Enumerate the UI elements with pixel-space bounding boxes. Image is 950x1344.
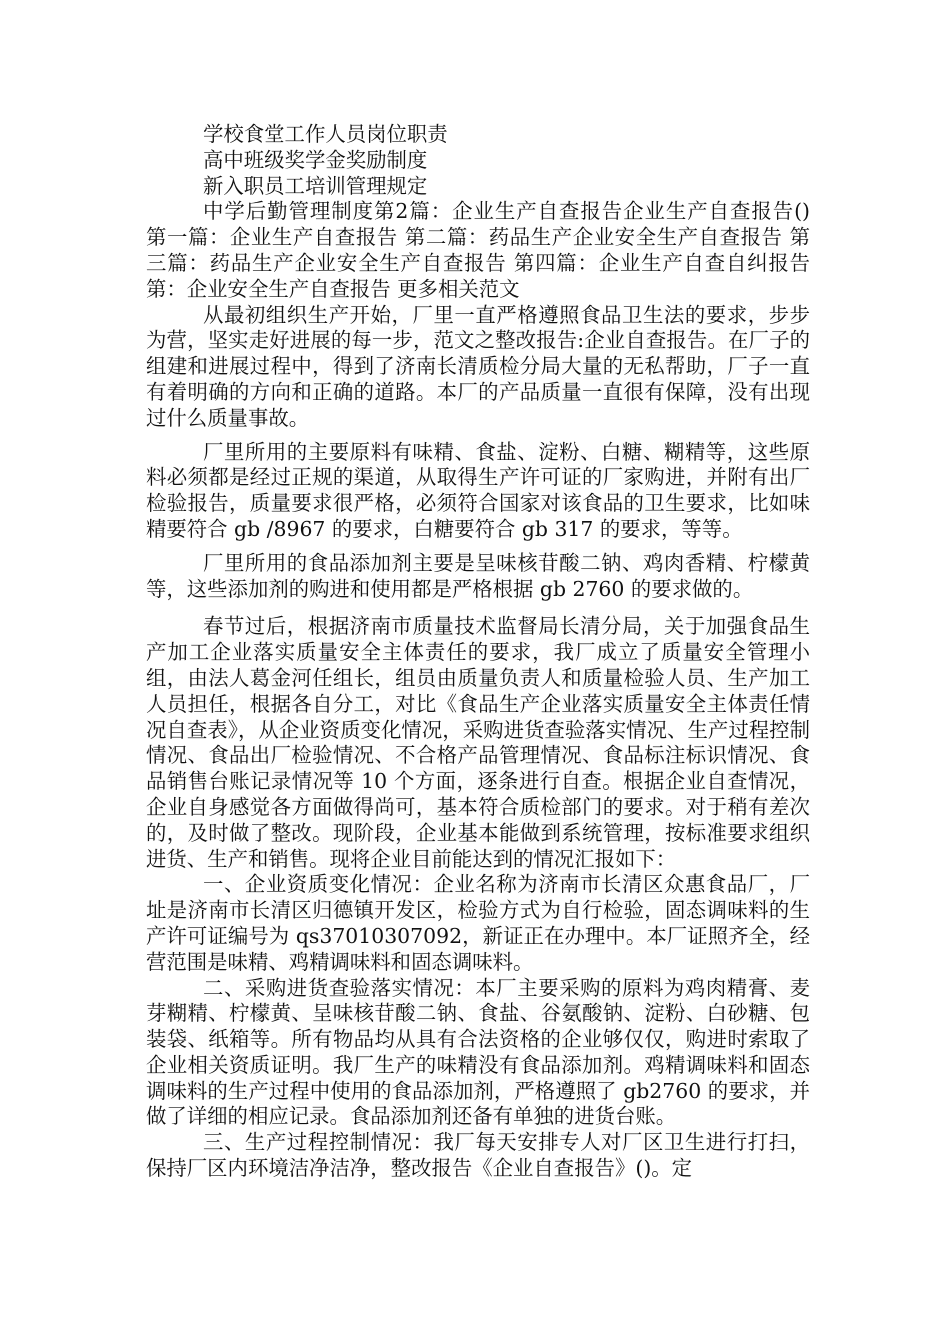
- title-line-2: 高中班级奖学金奖励制度: [203, 147, 428, 172]
- paragraph-raw-materials: 厂里所用的主要原料有味精、食盐、淀粉、白糖、糊精等，这些原料必须都是经过正规的渠道，从取得生产许可证的厂家购进，并附有出厂检验报告，质量要求很严格，必须符合国家对该食品的卫生要求，比如味精要符合 gb /8967 的要求，白糖要符合 gb 317 的要求，等等。: [146, 439, 810, 541]
- paragraph-production-history: 从最初组织生产开始，厂里一直严格遵照食品卫生法的要求，步步为营，坚实走好进展的每一步，范文之整改报告:企业自查报告。在厂子的组建和进展过程中，得到了济南长清质检分局大量的无私帮助，厂子一直有着明确的方向和正确的道路。本厂的产品质量一直很有保障，没有出现过什么质量事故。: [146, 302, 810, 430]
- paragraph-related-articles: 中学后勤管理制度第2篇：企业生产自查报告企业生产自查报告() 第一篇：企业生产自查报告 第二篇：药品生产企业安全生产自查报告 第三篇：药品生产企业安全生产自查报告 第四篇：企业生产自查自纠报告 第：企业安全生产自查报告 更多相关范文: [146, 199, 831, 301]
- paragraph-self-inspection: 春节过后，根据济南市质量技术监督局长清分局，关于加强食品生产加工企业落实质量安全主体责任的要求，我厂成立了质量安全管理小组，由法人葛金河任组长，组员由质量负责人和质量检验人员、生产加工人员担任，根据各自分工，对比《食品生产企业落实质量安全主体责任情况自查表》，从企业资质变化情况，采购进货查验落实情况、生产过程控制情况、食品出厂检验情况、不合格产品管理情况、食品标注标识情况、食品销售台账记录情况等 10 个方面，逐条进行自查。根据企业自查情况，企业自身感觉各方面做得尚可，基本符合质检部门的要求。对于稍有差次的，及时做了整改。现阶段，企业基本能做到系统管理，按标准要求组织进货、生产和销售。现将企业目前能达到的情况汇报如下：: [146, 614, 810, 871]
- paragraph-food-additives: 厂里所用的食品添加剂主要是呈味核苷酸二钠、鸡肉香精、柠檬黄等，这些添加剂的购进和使用都是严格根据 gb 2760 的要求做的。: [146, 550, 810, 601]
- paragraph-process-control: 三、生产过程控制情况：我厂每天安排专人对厂区卫生进行打扫，保持厂区内环境洁净洁净，整改报告《企业自查报告》()。定: [146, 1130, 810, 1181]
- document-page: [146, 122, 831, 1182]
- paragraph-procurement: 二、采购进货查验落实情况：本厂主要采购的原料为鸡肉精膏、麦芽糊精、柠檬黄、呈味核苷酸二钠、食盐、谷氨酸钠、淀粉、白砂糖、包装袋、纸箱等。所有物品均从具有合法资格的企业够仅仅，购进时索取了企业相关资质证明。我厂生产的味精没有食品添加剂。鸡精调味料和固态调味料的生产过程中使用的食品添加剂，严格遵照了 gb2760 的要求，并做了详细的相应记录。食品添加剂还备有单独的进货台账。: [146, 975, 810, 1129]
- title-line-1: 学校食堂工作人员岗位职责: [203, 122, 448, 146]
- paragraph-qualification: 一、企业资质变化情况：企业名称为济南市长清区众惠食品厂，厂址是济南市长清区归德镇开发区，检验方式为自行检验，固态调味料的生产许可证编号为 qs37010307092，新证正在办理中。本厂证照齐全，经营范围是味精、鸡精调味料和固态调味料。: [146, 872, 810, 974]
- title-line-3: 新入职员工培训管理规定: [203, 173, 428, 198]
